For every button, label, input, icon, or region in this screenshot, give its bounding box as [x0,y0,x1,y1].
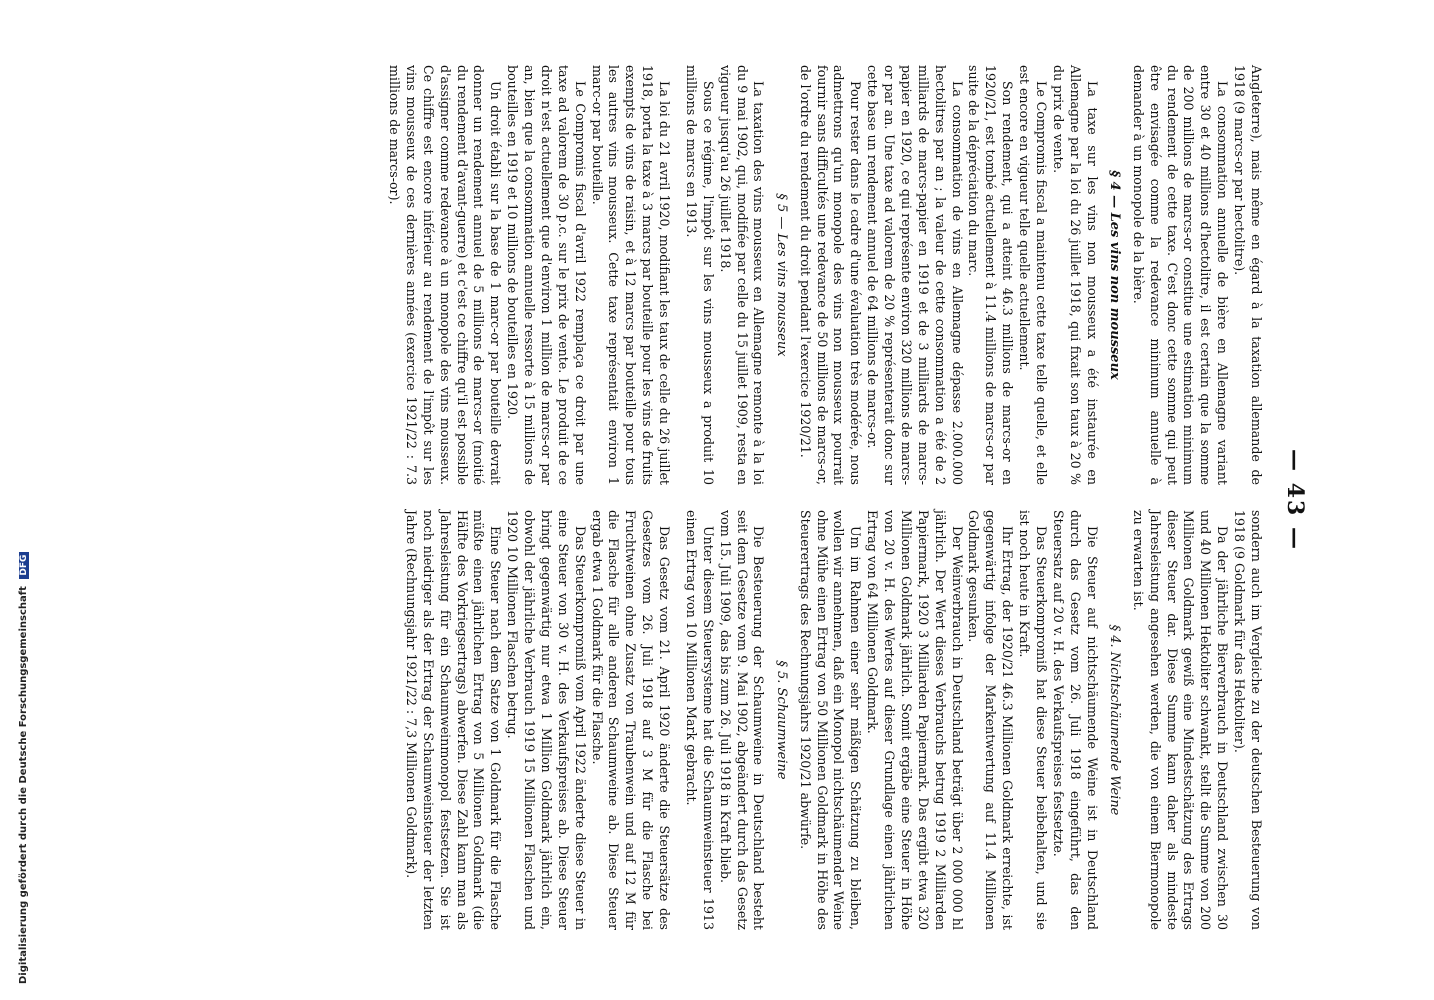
paragraph: Eine Steuer nach dem Satze von 1 Goldmark für die Flasche müßte einen jährlichen Ertrag von 5 Millionen Goldmark (die Hälfte des Vorkriegsertrags) abwerfen. Diese Zahl kann man als Jahresleistung für ein Schaumweinmonopol festsetzen. Sie ist noch niedriger als der Ertrag der Schaumweinsteuer der letzten Jahre (Rechnungsjahr 1921/22 : 7,3 Millionen Goldmark). [403,510,504,930]
french-column [385,65,1264,485]
paragraph: Un droit établi sur la base de 1 marc-or par bouteille devrait donner un rendement annuel de 5 millions de marcs-or (moitié du rendement d'avant-guerre) et c'est ce chiffre qu'il est possible d'assigner comme redevance à un monopole des vins mousseux. Ce chiffre est encore inférieur au rendement de l'impôt sur les vins mousseux de ces dernières années (exercice 1921/22 : 7.3 millions de marcs-or). [387,65,504,485]
credit-text: Digitalisierung gefördert durch die Deutsche Forschungsgemeinschaft [18,586,29,984]
page-number: — 43 — [1282,449,1308,551]
paragraph: Le Compromis fiscal a maintenu cette taxe telle quelle, et elle est encore en vigueur telle quelle actuellement. [1017,65,1049,485]
section-heading-nichtschaeumende-weine: § 4. Nichtschäumende Weine [1107,624,1122,816]
paragraph: La taxe sur les vins non mousseux a été instaurée en Allemagne par la loi du 26 juillet 1918, qui fixait son taux à 20 % du prix de vente. [1050,65,1100,485]
paragraph: sondern auch im Vergleiche zu der deutschen Besteuerung von 1918 (9 Goldmark für das Hektoliter). [1232,510,1264,930]
paragraph: Ihr Ertrag, der 1920/21 46.3 Millionen Goldmark erreichte, ist gegenwärtig infolge der Markentwertung auf 11.4 Millionen Goldmark gesunken. [966,510,1016,930]
scanned-page [6,0,1316,1000]
paragraph: Pour rester dans le cadre d'une évaluation très modérée, nous admettrons qu'un monopole des vins non mousseux pourrait fournir sans difficultés une redevance de 50 millions de marcs-or, de l'ordre du rendement du droit pendant l'exercice 1920/21. [797,65,864,485]
paragraph: Das Gesetz vom 21. April 1920 änderte die Steuersätze des Gesetzes vom 26. Juli 1918 auf 3 M für die Flasche bei Fruchtweinen ohne Zusatz von Traubenwein und auf 12 M für die Flasche für alle anderen Schaumweine ab. Diese Steuer ergab etwa 1 Goldmark für die Flasche. [589,510,673,930]
paragraph: La loi du 21 avril 1920, modifiant les taux de celle du 26 juillet 1918, porta la taxe à 3 marcs par bouteille pour les vins de fruits exempts de vins de raisin, et à 12 marcs par bouteille pour tous les autres vins mousseux. Cette taxe représentait environ 1 marc-or par bouteille. [589,65,673,485]
dfg-logo: DFG [19,552,29,579]
paragraph: Sous ce régime, l'impôt sur les vins mousseux a produit 10 millions de marcs en 1913. [683,65,716,485]
paragraph: Das Steuerkompromiß vom April 1922 änderte diese Steuer in eine Steuer von 30 v. H. des Verkaufspreises ab. Diese Steuer bringt gegenwärtig nur etwa 1 Million Goldmark jährlich ein, obwohl der jährliche Verbrauch 1919 15 Millionen Flaschen und 1920 10 Millionen Flaschen betrug. [505,510,588,930]
paragraph: Da der jährliche Bierverbrauch in Deutschland zwischen 30 und 40 Millionen Hektoliter schwankt, stellt die Summe von 200 Millionen Goldmark gewiß eine Mindestschätzung des Ertrags dieser Steuer dar. Diese Summe kann daher als mindeste Jahresleistung angesehen werden, die von einem Biermonopole zu erwarten ist. [1130,510,1231,930]
paragraph: Le Compromis fiscal d'avril 1922 remplaça ce droit par une taxe ad valorem de 30 p.c. sur le prix de vente. Le produit de ce droit n'est actuellement que d'environ 1 million de marcs-or par an, bien que la consommation annuelle ressorte à 15 millions de bouteilles en 1919 et 10 millions de bouteilles en 1920. [505,65,588,485]
paragraph: Angleterre), mais même en égard à la taxation allemande de 1918 (9 marcs-or par hectolitre). [1232,65,1264,485]
paragraph: Die Steuer auf nichtschäumende Weine ist in Deutschland durch das Gesetz vom 26. Juli 1918 eingeführt, das den Steuersatz auf 20 v. H. des Verkaufspreises festsetzte. [1050,510,1100,930]
section-heading-vins-mousseux: § 5 — Les vins mousseux [773,193,789,357]
paragraph: Der Weinverbrauch in Deutschland beträgt über 2 000 000 hl jährlich. Der Wert dieses Verbrauchs betrug 1919 2 Milliarden Papiermark, 1920 3 Milliarden Papiermark. Das ergibt etwa 320 Millionen Goldmark jährlich. Somit ergäbe eine Steuer in Höhe von 20 v. H. des Wertes auf dieser Grundlage einen jährlichen Ertrag von 64 Millionen Goldmark. [865,510,965,930]
paragraph: La consommation annuelle de bière en Allemagne variant entre 30 et 40 millions d'hectolitre, il est certain que la somme de 200 millions de marcs-or constitue une estimation minimum du rendement de cette taxe. C'est donc cette somme qui peut être envisagée comme la redevance minimum annuelle à demander à un monopole de la bière. [1130,65,1231,485]
paragraph: La consommation de vins en Allemagne dépasse 2.000.000 hectolitres par an ; la valeur de cette consommation a été de 2 milliards de marcs-papier en 1919 et de 3 milliards de marcs-papier en 1920, ce qui représente environ 320 millions de marcs-or par an. Une taxe ad valorem de 20 % représenterait donc sur cette base un rendement annuel de 64 millions de marcs-or. [865,65,965,485]
section-heading-vins-non-mousseux: § 4 — Les vins non mousseux [1107,170,1122,380]
paragraph: Um im Rahmen einer sehr mäßigen Schätzung zu bleiben, wollen wir annehmen, daß ein Monopol nichtschäumender Weine ohne Mühe einen Ertrag von 50 Millionen Goldmark in Höhe des Steuerertrags des Rechnungsjahrs 1920/21 abwürfe. [797,510,864,930]
digitization-credit [2,554,29,994]
paragraph: Son rendement, qui a atteint 46.3 millions de marcs-or en 1920/21, est tombé actuellement à 11.4 millions de marcs-or par suite de la dépréciation du marc. [966,65,1016,485]
paragraph: Das Steuerkompromiß hat diese Steuer beibehalten, und sie ist noch heute in Kraft. [1017,510,1049,930]
section-heading-schaumweine: § 5. Schaumweine [773,660,789,780]
paragraph: Unter diesem Steuersysteme hat die Schaumweinsteuer 1913 einen Ertrag von 10 Millionen Mark gebracht. [683,510,716,930]
paragraph: Die Besteuerung der Schaumweine in Deutschland besteht seit dem Gesetze vom 9. Mai 1902, abgeändert durch das Gesetz vom 15. Juli 1909, das bis zum 26. Juli 1918 in Kraft blieb. [717,510,767,930]
paragraph: La taxation des vins mousseux en Allemagne remonte à la loi du 9 mai 1902, qui, modifiée par celle du 15 juillet 1909, resta en vigueur jusqu'au 26 juillet 1918. [717,65,767,485]
german-column [402,510,1264,930]
